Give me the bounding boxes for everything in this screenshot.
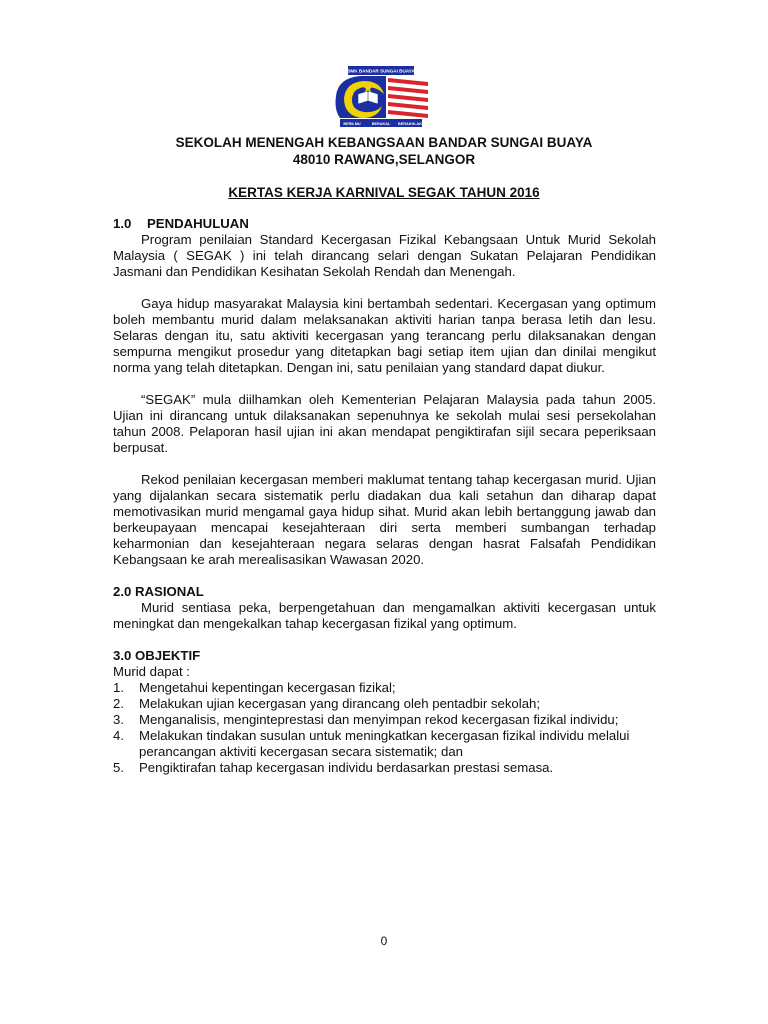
document-title: KERTAS KERJA KARNIVAL SEGAK TAHUN 2016 <box>228 185 540 200</box>
section-3-intro: Murid dapat : <box>113 664 190 679</box>
section-3-heading: 3.0 OBJEKTIF <box>113 648 201 663</box>
section-1-paragraph: Program penilaian Standard Kecergasan Fizikal Kebangsaan Untuk Murid Sekolah Malaysia ( SEGAK ) ini telah dirancang selari dengan Sukatan Pelajaran Pendidikan Jasmani dan Pendidikan Kesihatan Sekolah Rendah dan Menengah. <box>113 232 656 279</box>
list-item: 1. Mengetahui kepentingan kecergasan fizikal; <box>113 680 396 695</box>
section-1-paragraph: Rekod penilaian kecergasan memberi maklumat tentang tahap kecergasan murid. Ujian yang dijalankan secara sistematik perlu diadakan dua kali setahun dan diharap dapat memotivasikan murid mengamal gaya hidup sihat. Murid akan lebih bertanggung jawab dan berkeupayaan mencapai kesejahteraan diri serta memberi sumbangan terhadap keharmonian dan kesejahteraan negara selaras dengan hasrat Falsafah Pendidikan Kebangsaan ke arah merealisasikan Wawasan 2020. <box>113 472 656 567</box>
section-2-paragraph: Murid sentiasa peka, berpengetahuan dan mengamalkan aktiviti kecergasan untuk meningkat dan mengekalkan tahap kecergasan fizikal yang optimum. <box>113 600 656 631</box>
logo-motto-3: BERAKHLAK <box>397 121 423 126</box>
school-name: SEKOLAH MENENGAH KEBANGSAAN BANDAR SUNGAI BUAYA <box>175 135 593 150</box>
document-body <box>113 216 656 776</box>
list-item: 5. Pengiktirafan tahap kecergasan individu berdasarkan prestasi semasa. <box>113 760 554 775</box>
school-address: 48010 RAWANG,SELANGOR <box>292 152 476 167</box>
list-item-text: Melakukan ujian kecergasan yang dirancang oleh pentadbir sekolah; <box>139 696 541 711</box>
list-item: 3. Menganalisis, menginteprestasi dan menyimpan rekod kecergasan fizikal individu; <box>113 712 619 727</box>
logo-motto-2: BERAKAL <box>371 121 391 126</box>
logo-stripes <box>388 78 428 118</box>
list-item: 2. Melakukan ujian kecergasan yang dirancang oleh pentadbir sekolah; <box>113 696 541 711</box>
list-item-text: Melakukan tindakan susulan untuk meningkatkan kecergasan fizikal individu melalui perancangan aktiviti kecergasan secara sistematik; dan <box>139 728 630 759</box>
list-item-text: Menganalisis, menginteprestasi dan menyimpan rekod kecergasan fizikal individu; <box>139 712 619 727</box>
section-1-heading <box>113 216 656 232</box>
school-logo <box>330 64 432 130</box>
section-1-paragraph: “SEGAK” mula diilhamkan oleh Kementerian Pelajaran Malaysia pada tahun 2005. Ujian ini dirancang untuk dilaksanakan sepenuhnya ke sekolah mulai sesi persekolahan tahun 2008. Pelaporan hasil ujian ini akan mendapat pengiktirafan sijil secara peperiksaan berpusat. <box>113 392 656 455</box>
logo-banner-text: SMK BANDAR SUNGAI BUAYA <box>347 68 415 74</box>
logo-motto-1: BERILMU <box>343 121 361 126</box>
list-item: 4. Melakukan tindakan susulan untuk meningkatkan kecergasan fizikal individu melalui perancangan aktiviti kecergasan secara sistematik; dan <box>113 728 630 759</box>
section-1-number: 1.0 <box>113 216 132 231</box>
section-2-heading: 2.0 RASIONAL <box>113 584 204 599</box>
list-item-text: Pengiktirafan tahap kecergasan individu berdasarkan prestasi semasa. <box>139 760 554 775</box>
page-number: 0 <box>380 934 388 948</box>
section-1-title: PENDAHULUAN <box>147 216 249 231</box>
objective-list <box>113 680 656 776</box>
section-1-paragraph: Gaya hidup masyarakat Malaysia kini bertambah sedentari. Kecergasan yang optimum boleh membantu murid dalam melaksanakan aktiviti harian tanpa berasa letih dan lesu. Selaras dengan itu, satu aktiviti kecergasan yang terancang perlu dilaksanakan dengan sempurna mengikut prosedur yang ditetapkan bagi setiap item ujian dan dinilai mengikut norma yang telah ditetapkan. Dengan ini, satu penilaian yang standard dapat diukur. <box>113 296 656 375</box>
list-item-text: Mengetahui kepentingan kecergasan fizikal; <box>139 680 396 695</box>
